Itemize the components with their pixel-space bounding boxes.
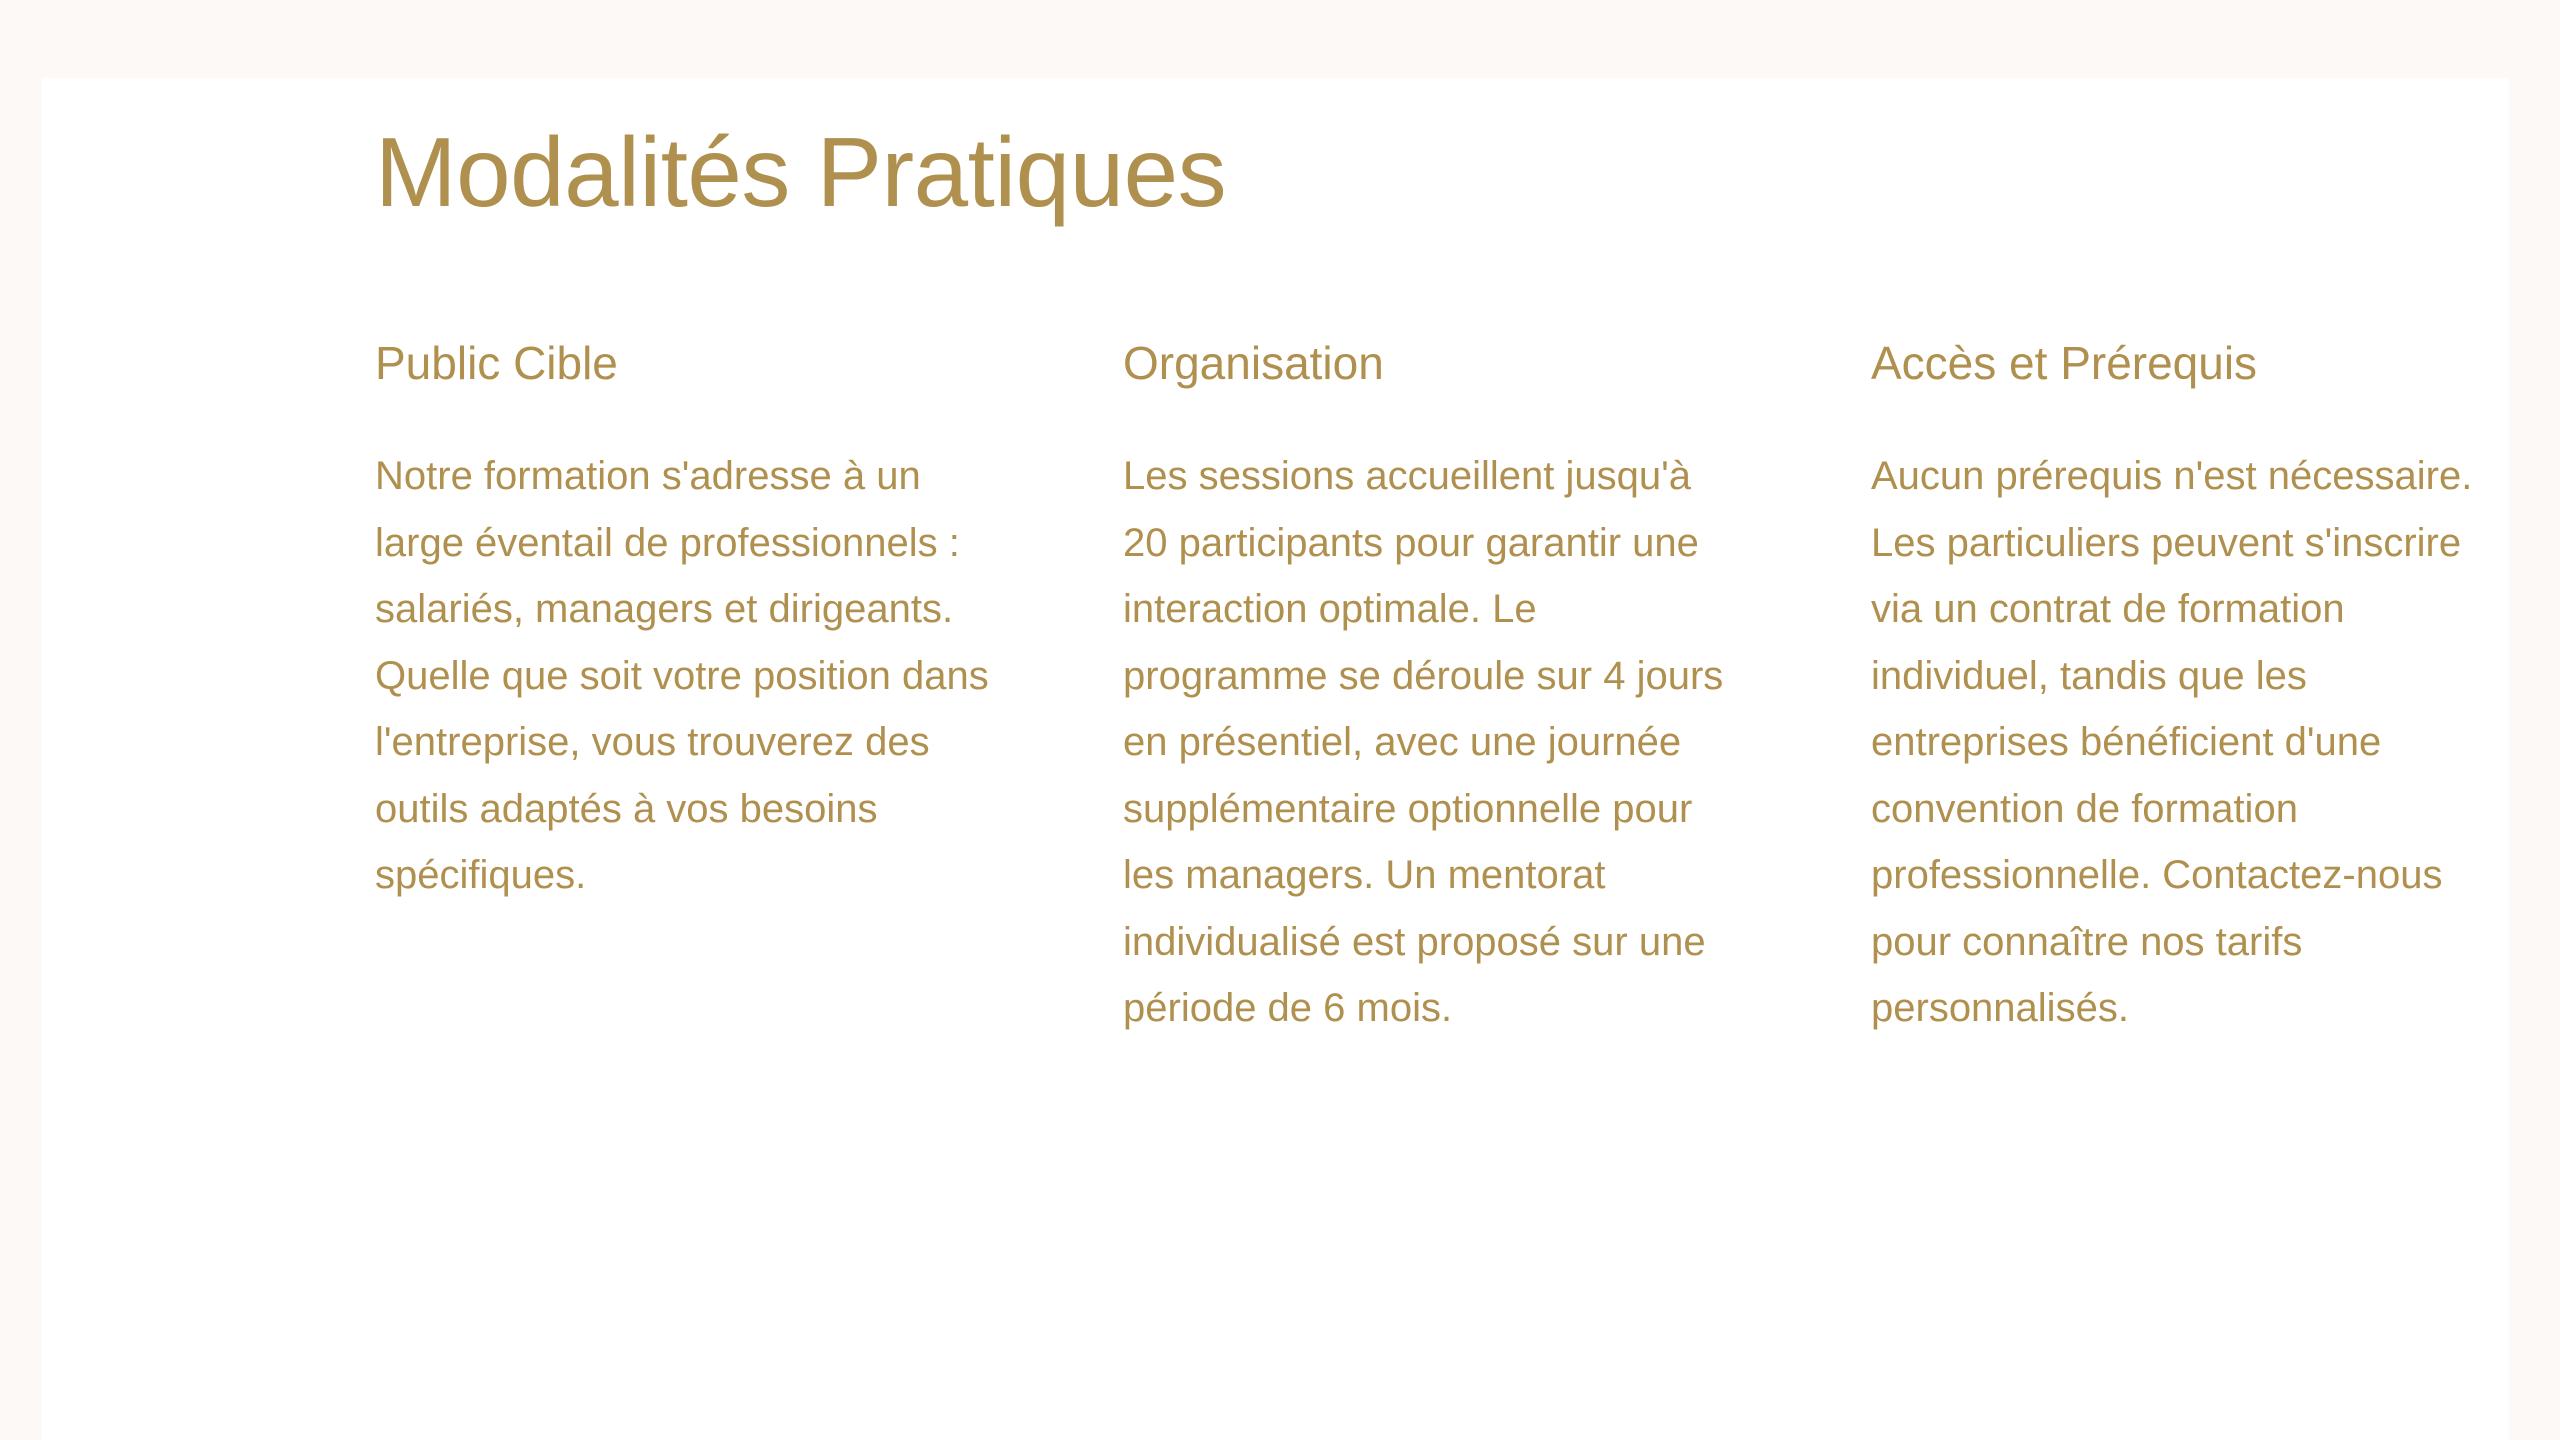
column-heading: Public Cible [375, 337, 618, 389]
column-heading: Accès et Prérequis [1871, 337, 2258, 389]
page-title: Modalités Pratiques [375, 117, 1227, 227]
column-organisation [1123, 336, 1743, 1042]
column-acces-prerequis [1871, 336, 2491, 1042]
column-text: Les sessions accueillent jusqu'à 20 participants pour garantir une interaction optimale. Le programme se déroule sur 4 jours en présentiel, avec une journée supplémentaire optionnelle pour les managers. Un mentorat individualisé est proposé sur une période de 6 mois. [1123, 454, 1724, 1031]
info-columns [375, 336, 2509, 1336]
column-public-cible [375, 336, 995, 909]
column-text: Notre formation s'adresse à un large éventail de professionnels : salariés, managers et dirigeants. Quelle que soit votre position dans l'entreprise, vous trouverez des outils adaptés à vos besoins spécifiques. [375, 454, 989, 898]
column-text: Aucun prérequis n'est nécessaire. Les particuliers peuvent s'inscrire via un contrat de formation individuel, tandis que les entreprises bénéficient d'une convention de formation professionnelle. Contactez-nous pour connaître nos tarifs personnalisés. [1871, 454, 2473, 1031]
main-content [375, 78, 2509, 1440]
content-panel [42, 78, 2509, 1440]
column-heading: Organisation [1123, 337, 1384, 389]
